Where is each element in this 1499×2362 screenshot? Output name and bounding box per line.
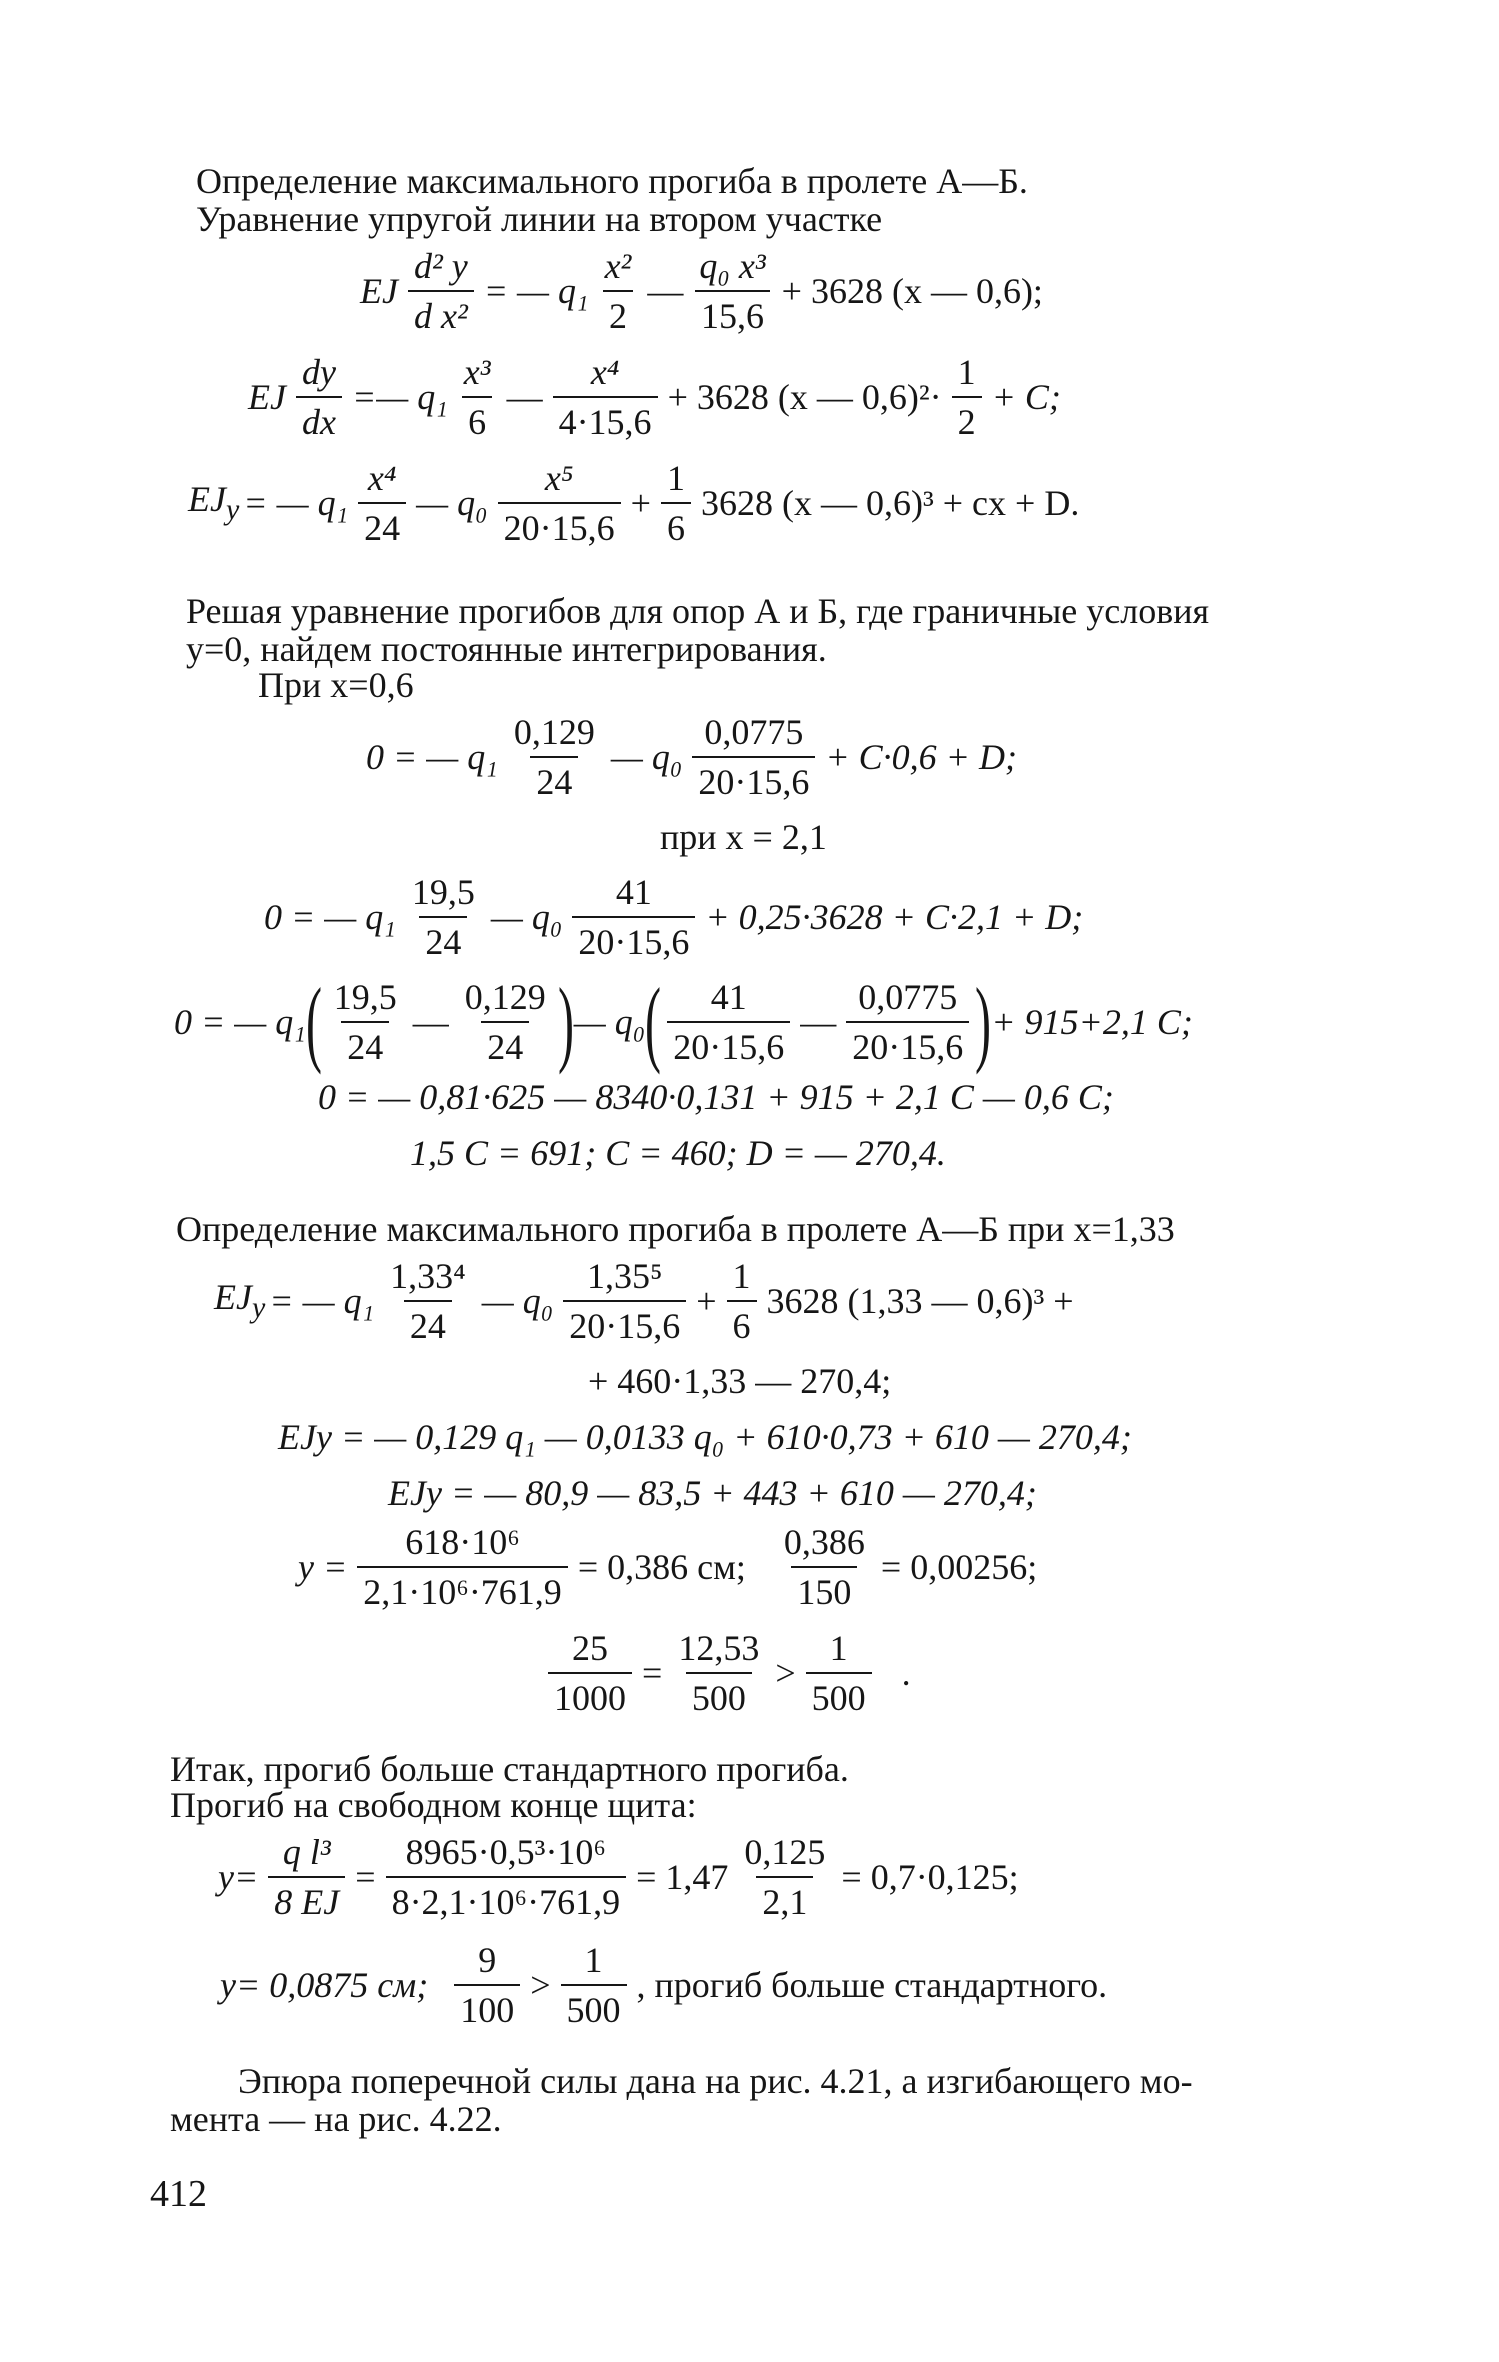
equation-11: + 460·1,33 — 270,4; bbox=[588, 1361, 892, 1401]
eq1-frac-1-den: d x² bbox=[408, 290, 474, 336]
eq3-frac-1-num: x⁴ bbox=[367, 458, 397, 498]
eq4-frac-1-num: 0,129 bbox=[513, 712, 595, 752]
eq15-frac-2-num: 12,53 bbox=[678, 1628, 760, 1668]
eq10-frac-1 bbox=[384, 1256, 472, 1346]
eq7-frac-1 bbox=[328, 977, 403, 1067]
eq15-frac-1-num: 25 bbox=[572, 1628, 608, 1668]
intro-line-2: Уравнение упругой линии на втором участке bbox=[196, 199, 883, 239]
eq7-frac-2-num: 0,129 bbox=[464, 977, 546, 1017]
eq2-tail: + C; bbox=[991, 377, 1061, 417]
eq7-right-paren-1: ) bbox=[557, 968, 574, 1075]
eq1-mid-2: — bbox=[647, 271, 684, 311]
eq3-frac-1 bbox=[358, 458, 406, 548]
eq3-mid-2: — q₀ bbox=[416, 483, 488, 523]
eq7-left-paren-2: ( bbox=[645, 968, 662, 1075]
eq4-lhs: 0 = — q₁ bbox=[366, 737, 498, 777]
eq7-lhs: 0 = — q₁ bbox=[174, 1002, 306, 1042]
eq14-lhs: y = bbox=[298, 1547, 348, 1587]
eq17-mid: > bbox=[530, 1965, 551, 2005]
eq6-frac-2-den: 20·15,6 bbox=[572, 916, 695, 962]
eq15-frac-2 bbox=[672, 1628, 765, 1718]
eq1-tail: + 3628 (x — 0,6); bbox=[781, 271, 1043, 311]
eq2-mid-2: — bbox=[506, 377, 543, 417]
eq3-frac-2 bbox=[498, 458, 621, 548]
eq10-lhs bbox=[212, 1276, 267, 1325]
equation-14 bbox=[296, 1522, 1039, 1612]
eq6-frac-1 bbox=[406, 872, 481, 962]
eq15-tail: . bbox=[901, 1653, 911, 1693]
eq16-lhs: y= bbox=[218, 1857, 259, 1897]
eq4-frac-2 bbox=[692, 712, 815, 802]
eq3-mid-3: + bbox=[630, 483, 651, 523]
eq2-mid-1: =— q₁ bbox=[351, 377, 448, 417]
eq3-frac-3 bbox=[661, 458, 691, 548]
equation-6 bbox=[262, 872, 1085, 962]
eq6-frac-1-den: 24 bbox=[419, 916, 467, 962]
eq10-frac-3-num: 1 bbox=[732, 1256, 751, 1296]
eq7-frac-2 bbox=[459, 977, 552, 1067]
equation-8: 0 = — 0,81·625 — 8340·0,131 + 915 + 2,1 C — 0,6 C; bbox=[318, 1077, 1114, 1117]
eq1-frac-3-num: q₀ x³ bbox=[699, 246, 766, 286]
equation-7 bbox=[172, 968, 1195, 1075]
eq15-frac-1 bbox=[548, 1628, 632, 1718]
eq7-frac-1-num: 19,5 bbox=[333, 977, 397, 1017]
eq3-mid-1: = — q₁ bbox=[243, 483, 349, 523]
eq10-mid-2: — q₀ bbox=[481, 1281, 554, 1321]
eq6-mid: — q₀ bbox=[490, 897, 563, 937]
eq16-frac-3 bbox=[738, 1832, 831, 1922]
eq1-lhs: EJ bbox=[360, 271, 398, 311]
para4-line-2: мента — на рис. 4.22. bbox=[170, 2099, 502, 2139]
eq10-frac-2 bbox=[563, 1256, 686, 1346]
eq14-mid: = 0,386 см; bbox=[577, 1547, 746, 1587]
eq4-tail: + C·0,6 + D; bbox=[825, 737, 1017, 777]
eq10-lhs-main: EJ bbox=[214, 1277, 252, 1318]
eq10-frac-2-den: 20·15,6 bbox=[563, 1300, 686, 1346]
eq15-frac-3-num: 1 bbox=[829, 1628, 848, 1668]
eq1-frac-3-den: 15,6 bbox=[695, 290, 770, 336]
eq17-frac-2-num: 1 bbox=[584, 1940, 603, 1980]
equation-17 bbox=[218, 1940, 1109, 2030]
eq15-frac-2-den: 500 bbox=[686, 1672, 752, 1718]
para1-line-3: При x=0,6 bbox=[258, 665, 414, 705]
eq3-frac-2-den: 20·15,6 bbox=[498, 502, 621, 548]
eq6-frac-1-num: 19,5 bbox=[411, 872, 475, 912]
eq1-frac-1-num: d² y bbox=[413, 246, 468, 286]
eq2-lhs: EJ bbox=[248, 377, 286, 417]
eq15-mid-2: > bbox=[775, 1653, 796, 1693]
para1-line-1: Решая уравнение прогибов для опор А и Б, где граничные условия bbox=[186, 591, 1210, 631]
eq1-frac-1 bbox=[408, 246, 474, 336]
eq17-frac-2 bbox=[561, 1940, 627, 2030]
eq10-frac-2-num: 1,35⁵ bbox=[586, 1256, 663, 1296]
eq3-lhs-main: EJ bbox=[188, 479, 226, 520]
eq4-mid: — q₀ bbox=[610, 737, 683, 777]
eq16-tail: = 0,7·0,125; bbox=[841, 1857, 1019, 1897]
eq10-frac-3 bbox=[727, 1256, 757, 1346]
eq7-frac-4 bbox=[846, 977, 969, 1067]
eq3-tail: 3628 (x — 0,6)³ + cx + D. bbox=[700, 483, 1080, 523]
eq2-frac-1-num: dy bbox=[301, 352, 336, 392]
eq3-frac-3-den: 6 bbox=[661, 502, 691, 548]
eq16-frac-2-num: 8965·0,5³·10⁶ bbox=[405, 1832, 606, 1872]
eq15-frac-1-den: 1000 bbox=[548, 1672, 632, 1718]
eq17-lhs: y= 0,0875 см; bbox=[220, 1965, 429, 2005]
eq10-frac-3-den: 6 bbox=[727, 1300, 757, 1346]
eq6-tail: + 0,25·3628 + C·2,1 + D; bbox=[705, 897, 1084, 937]
eq16-frac-2-den: 8·2,1·10⁶·761,9 bbox=[386, 1876, 627, 1922]
eq2-frac-4-den: 2 bbox=[952, 396, 982, 442]
page-number: 412 bbox=[150, 2173, 207, 2215]
eq7-frac-2-den: 24 bbox=[481, 1021, 529, 1067]
eq10-mid-1: = — q₁ bbox=[269, 1281, 375, 1321]
equation-15 bbox=[540, 1628, 913, 1718]
eq17-tail: , прогиб больше стандартного. bbox=[636, 1965, 1108, 2005]
eq2-frac-2-den: 6 bbox=[462, 396, 492, 442]
eq2-mid-3: + 3628 (x — 0,6)²· bbox=[667, 377, 942, 417]
eq7-frac-4-den: 20·15,6 bbox=[846, 1021, 969, 1067]
eq10-frac-1-den: 24 bbox=[404, 1300, 452, 1346]
eq2-frac-1-den: dx bbox=[296, 396, 342, 442]
eq16-mid-2: = 1,47 bbox=[636, 1857, 729, 1897]
eq10-frac-1-num: 1,33⁴ bbox=[390, 1256, 466, 1296]
equation-12: EJy = — 0,129 q₁ — 0,0133 q₀ + 610·0,73 + 610 — 270,4; bbox=[278, 1417, 1132, 1457]
para3-line-1: Итак, прогиб больше стандартного прогиба. bbox=[170, 1749, 849, 1789]
eq16-frac-3-num: 0,125 bbox=[744, 1832, 826, 1872]
eq7-frac-4-num: 0,0775 bbox=[858, 977, 958, 1017]
eq14-frac-1-den: 2,1·10⁶·761,9 bbox=[357, 1566, 568, 1612]
eq7-left-paren-1: ( bbox=[305, 968, 322, 1075]
eq1-frac-3 bbox=[693, 246, 771, 336]
eq4-frac-2-den: 20·15,6 bbox=[692, 756, 815, 802]
para1-line-2: y=0, найдем постоянные интегрирования. bbox=[186, 629, 827, 669]
para2-line-1: Определение максимального прогиба в пролете А—Б при x=1,33 bbox=[176, 1209, 1175, 1249]
eq16-frac-1-den: 8 EJ bbox=[268, 1876, 345, 1922]
eq3-lhs bbox=[186, 478, 241, 527]
equation-16 bbox=[216, 1832, 1021, 1922]
eq10-mid-3: + bbox=[696, 1281, 717, 1321]
equation-13: EJy = — 80,9 — 83,5 + 443 + 610 — 270,4; bbox=[388, 1473, 1037, 1513]
equation-5: при x = 2,1 bbox=[660, 817, 827, 857]
eq2-frac-3 bbox=[553, 352, 658, 442]
equation-2 bbox=[246, 352, 1063, 442]
eq2-frac-2-num: x³ bbox=[463, 352, 491, 392]
eq6-frac-2-num: 41 bbox=[615, 872, 652, 912]
eq10-tail: 3628 (1,33 — 0,6)³ + bbox=[766, 1281, 1074, 1321]
eq2-frac-3-num: x⁴ bbox=[590, 352, 620, 392]
eq1-frac-2-den: 2 bbox=[603, 290, 633, 336]
intro-line-1: Определение максимального прогиба в пролете А—Б. bbox=[196, 161, 1028, 201]
eq7-frac-1-den: 24 bbox=[341, 1021, 389, 1067]
equation-10 bbox=[212, 1256, 1076, 1346]
eq15-mid-1: = bbox=[642, 1653, 663, 1693]
eq7-tail: + 915+2,1 C; bbox=[991, 1002, 1193, 1042]
equation-9: 1,5 C = 691; C = 460; D = — 270,4. bbox=[410, 1133, 946, 1173]
eq2-frac-2 bbox=[458, 352, 497, 442]
eq14-tail: = 0,00256; bbox=[880, 1547, 1038, 1587]
eq1-frac-2-num: x² bbox=[604, 246, 632, 286]
eq7-right-paren-2: ) bbox=[975, 968, 992, 1075]
eq2-frac-3-den: 4·15,6 bbox=[553, 396, 658, 442]
eq3-frac-2-num: x⁵ bbox=[544, 458, 574, 498]
eq6-lhs: 0 = — q₁ bbox=[264, 897, 396, 937]
eq16-frac-2 bbox=[386, 1832, 627, 1922]
eq16-frac-1 bbox=[268, 1832, 345, 1922]
eq16-frac-1-num: q l³ bbox=[282, 1832, 331, 1872]
eq4-frac-2-num: 0,0775 bbox=[704, 712, 804, 752]
eq15-frac-3-den: 500 bbox=[806, 1672, 872, 1718]
eq3-lhs-sub: y bbox=[225, 493, 240, 527]
eq4-frac-1-den: 24 bbox=[530, 756, 578, 802]
eq7-mid: — q₀ bbox=[573, 1002, 646, 1042]
eq1-mid-1: = — q₁ bbox=[483, 271, 589, 311]
para4-line-1: Эпюра поперечной силы дана на рис. 4.21, а изгибающего мо- bbox=[238, 2061, 1193, 2101]
eq17-frac-1 bbox=[454, 1940, 520, 2030]
eq14-frac-1-num: 618·10⁶ bbox=[405, 1522, 520, 1562]
eq10-lhs-sub: y bbox=[251, 1291, 266, 1325]
equation-4 bbox=[364, 712, 1019, 802]
eq17-frac-1-den: 100 bbox=[454, 1984, 520, 2030]
eq1-frac-2 bbox=[599, 246, 638, 336]
eq7-frac-3-num: 41 bbox=[710, 977, 747, 1017]
eq14-frac-1 bbox=[357, 1522, 568, 1612]
eq2-frac-4-num: 1 bbox=[957, 352, 976, 392]
eq7-minus-1: — bbox=[412, 1002, 449, 1042]
eq2-frac-4 bbox=[952, 352, 982, 442]
eq17-frac-2-den: 500 bbox=[561, 1984, 627, 2030]
eq15-frac-3 bbox=[806, 1628, 872, 1718]
eq17-frac-1-num: 9 bbox=[478, 1940, 497, 1980]
eq14-frac-2 bbox=[778, 1522, 871, 1612]
eq7-minus-2: — bbox=[800, 1002, 837, 1042]
eq3-frac-3-num: 1 bbox=[666, 458, 685, 498]
para3-line-2: Прогиб на свободном конце щита: bbox=[170, 1785, 697, 1825]
eq2-frac-1 bbox=[296, 352, 342, 442]
equation-3 bbox=[186, 458, 1081, 548]
eq16-mid-1: = bbox=[355, 1857, 376, 1897]
eq7-frac-3 bbox=[667, 977, 790, 1067]
eq3-frac-1-den: 24 bbox=[358, 502, 406, 548]
eq4-frac-1 bbox=[508, 712, 601, 802]
eq14-frac-2-num: 0,386 bbox=[783, 1522, 865, 1562]
eq7-frac-3-den: 20·15,6 bbox=[667, 1021, 790, 1067]
eq16-frac-3-den: 2,1 bbox=[756, 1876, 813, 1922]
eq14-frac-2-den: 150 bbox=[791, 1566, 857, 1612]
equation-1 bbox=[358, 246, 1045, 336]
eq6-frac-2 bbox=[572, 872, 695, 962]
